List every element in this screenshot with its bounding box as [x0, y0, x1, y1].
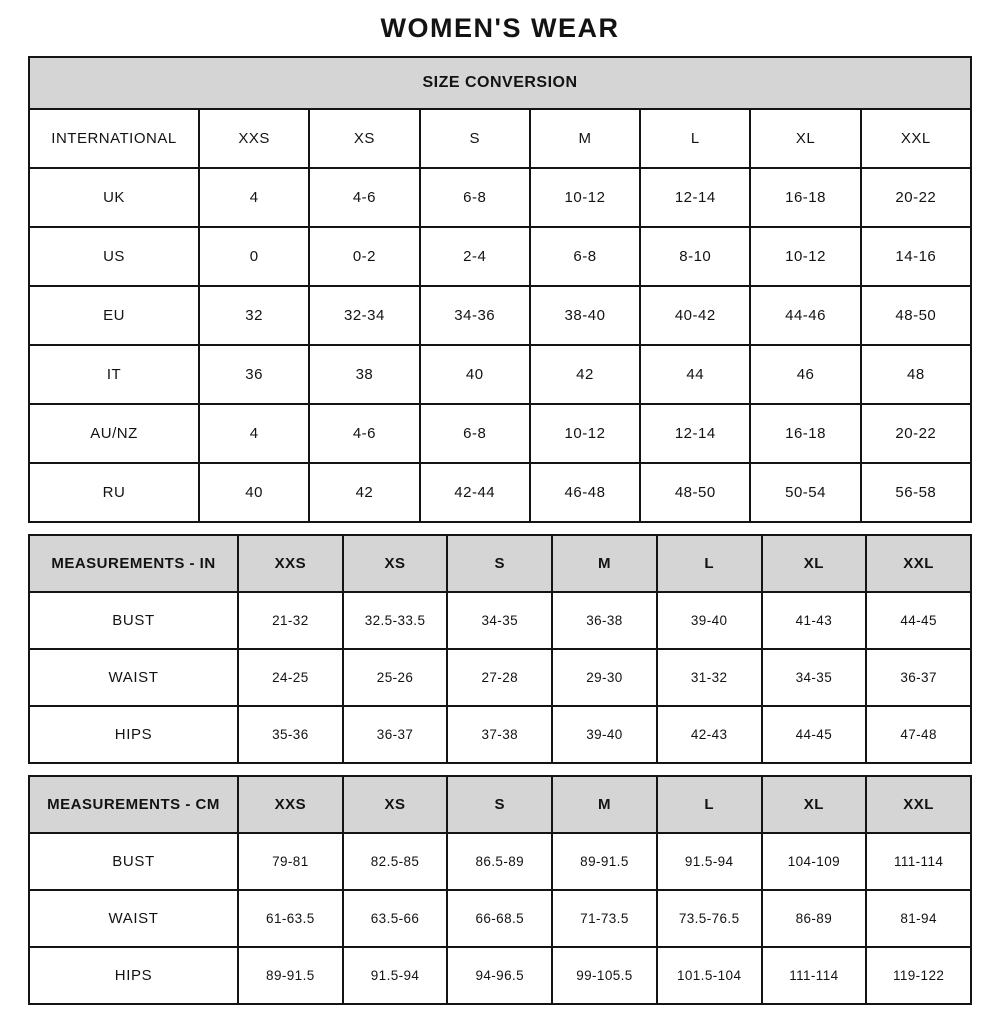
size-value-cell: 42-43: [657, 706, 762, 763]
size-column-header: XL: [762, 535, 867, 592]
row-label: IT: [29, 345, 199, 404]
size-value-cell: 61-63.5: [238, 890, 343, 947]
size-column-header: XXL: [866, 535, 971, 592]
table-banner: SIZE CONVERSION: [29, 57, 971, 109]
size-value-cell: 79-81: [238, 833, 343, 890]
size-value-cell: 56-58: [861, 463, 971, 522]
size-value-cell: 34-35: [447, 592, 552, 649]
size-value-cell: 34-35: [762, 649, 867, 706]
size-header-row: [29, 535, 971, 592]
size-value-cell: 36-38: [552, 592, 657, 649]
size-value-cell: 32-34: [309, 286, 419, 345]
size-column-header: L: [640, 109, 750, 168]
size-value-cell: 34-36: [420, 286, 530, 345]
row-label: BUST: [29, 833, 238, 890]
size-value-cell: 44-45: [762, 706, 867, 763]
table-row: [29, 947, 971, 1004]
size-value-cell: 0-2: [309, 227, 419, 286]
table-row: [29, 404, 971, 463]
size-value-cell: 48: [861, 345, 971, 404]
size-value-cell: 47-48: [866, 706, 971, 763]
row-label: EU: [29, 286, 199, 345]
table-row: [29, 168, 971, 227]
size-value-cell: 38-40: [530, 286, 640, 345]
size-value-cell: 104-109: [762, 833, 867, 890]
size-column-header: XL: [762, 776, 867, 833]
size-column-header: S: [420, 109, 530, 168]
size-value-cell: 25-26: [343, 649, 448, 706]
size-value-cell: 42: [309, 463, 419, 522]
table-row: [29, 833, 971, 890]
size-value-cell: 24-25: [238, 649, 343, 706]
size-column-header: XS: [343, 535, 448, 592]
row-label: HIPS: [29, 706, 238, 763]
size-column-header: XXL: [866, 776, 971, 833]
size-column-header: M: [552, 776, 657, 833]
size-value-cell: 48-50: [861, 286, 971, 345]
size-header-row: [29, 776, 971, 833]
size-value-cell: 42-44: [420, 463, 530, 522]
size-value-cell: 91.5-94: [657, 833, 762, 890]
size-value-cell: 44-45: [866, 592, 971, 649]
size-value-cell: 44: [640, 345, 750, 404]
size-value-cell: 41-43: [762, 592, 867, 649]
row-label: WAIST: [29, 649, 238, 706]
measurements-cm-table: [28, 775, 972, 1005]
size-value-cell: 10-12: [530, 404, 640, 463]
size-value-cell: 101.5-104: [657, 947, 762, 1004]
size-value-cell: 4-6: [309, 404, 419, 463]
size-column-header: XS: [343, 776, 448, 833]
size-column-header: XXS: [238, 776, 343, 833]
table-row: [29, 345, 971, 404]
size-value-cell: 86.5-89: [447, 833, 552, 890]
size-value-cell: 40: [420, 345, 530, 404]
size-column-header: L: [657, 535, 762, 592]
measurements-in-table: [28, 534, 972, 764]
row-label: RU: [29, 463, 199, 522]
size-value-cell: 40-42: [640, 286, 750, 345]
size-value-cell: 21-32: [238, 592, 343, 649]
size-column-header: L: [657, 776, 762, 833]
row-label: WAIST: [29, 890, 238, 947]
size-value-cell: 111-114: [866, 833, 971, 890]
size-value-cell: 0: [199, 227, 309, 286]
size-value-cell: 89-91.5: [552, 833, 657, 890]
corner-header: MEASUREMENTS - CM: [29, 776, 238, 833]
table-row: [29, 649, 971, 706]
size-value-cell: 2-4: [420, 227, 530, 286]
size-value-cell: 63.5-66: [343, 890, 448, 947]
row-label: UK: [29, 168, 199, 227]
size-value-cell: 42: [530, 345, 640, 404]
page-title: WOMEN'S WEAR: [380, 13, 620, 43]
size-value-cell: 4: [199, 404, 309, 463]
size-value-cell: 12-14: [640, 168, 750, 227]
size-value-cell: 39-40: [552, 706, 657, 763]
size-value-cell: 6-8: [420, 168, 530, 227]
size-value-cell: 38: [309, 345, 419, 404]
size-chart-page: [28, 0, 972, 1005]
size-value-cell: 32.5-33.5: [343, 592, 448, 649]
size-column-header: XXS: [238, 535, 343, 592]
size-value-cell: 111-114: [762, 947, 867, 1004]
size-value-cell: 71-73.5: [552, 890, 657, 947]
size-value-cell: 40: [199, 463, 309, 522]
size-value-cell: 37-38: [447, 706, 552, 763]
table-row: [29, 890, 971, 947]
table-row: [29, 463, 971, 522]
size-value-cell: 8-10: [640, 227, 750, 286]
size-value-cell: 66-68.5: [447, 890, 552, 947]
size-value-cell: 16-18: [750, 168, 860, 227]
size-value-cell: 86-89: [762, 890, 867, 947]
size-value-cell: 36-37: [343, 706, 448, 763]
table-row: [29, 227, 971, 286]
row-label: US: [29, 227, 199, 286]
size-value-cell: 36: [199, 345, 309, 404]
size-value-cell: 46-48: [530, 463, 640, 522]
size-value-cell: 91.5-94: [343, 947, 448, 1004]
table-banner-row: [29, 57, 971, 109]
size-column-header: XL: [750, 109, 860, 168]
size-column-header: XS: [309, 109, 419, 168]
table-row: [29, 592, 971, 649]
size-value-cell: 6-8: [530, 227, 640, 286]
size-column-header: M: [552, 535, 657, 592]
size-value-cell: 46: [750, 345, 860, 404]
size-value-cell: 4: [199, 168, 309, 227]
size-value-cell: 36-37: [866, 649, 971, 706]
size-header-row: [29, 109, 971, 168]
size-value-cell: 89-91.5: [238, 947, 343, 1004]
size-value-cell: 31-32: [657, 649, 762, 706]
size-conversion-table: [28, 56, 972, 523]
size-value-cell: 44-46: [750, 286, 860, 345]
size-value-cell: 16-18: [750, 404, 860, 463]
size-column-header: S: [447, 776, 552, 833]
size-column-header: S: [447, 535, 552, 592]
size-value-cell: 50-54: [750, 463, 860, 522]
size-value-cell: 119-122: [866, 947, 971, 1004]
size-value-cell: 73.5-76.5: [657, 890, 762, 947]
size-value-cell: 39-40: [657, 592, 762, 649]
size-value-cell: 4-6: [309, 168, 419, 227]
size-value-cell: 99-105.5: [552, 947, 657, 1004]
size-value-cell: 82.5-85: [343, 833, 448, 890]
row-label: AU/NZ: [29, 404, 199, 463]
size-value-cell: 10-12: [530, 168, 640, 227]
size-column-header: XXS: [199, 109, 309, 168]
row-label: HIPS: [29, 947, 238, 1004]
size-value-cell: 27-28: [447, 649, 552, 706]
row-label: BUST: [29, 592, 238, 649]
size-value-cell: 35-36: [238, 706, 343, 763]
size-column-header: XXL: [861, 109, 971, 168]
size-column-header: M: [530, 109, 640, 168]
size-value-cell: 14-16: [861, 227, 971, 286]
size-value-cell: 20-22: [861, 404, 971, 463]
size-value-cell: 6-8: [420, 404, 530, 463]
size-value-cell: 20-22: [861, 168, 971, 227]
size-value-cell: 32: [199, 286, 309, 345]
size-value-cell: 94-96.5: [447, 947, 552, 1004]
size-value-cell: 10-12: [750, 227, 860, 286]
size-value-cell: 12-14: [640, 404, 750, 463]
table-row: [29, 286, 971, 345]
size-value-cell: 81-94: [866, 890, 971, 947]
corner-header: INTERNATIONAL: [29, 109, 199, 168]
size-value-cell: 48-50: [640, 463, 750, 522]
table-row: [29, 706, 971, 763]
corner-header: MEASUREMENTS - IN: [29, 535, 238, 592]
size-value-cell: 29-30: [552, 649, 657, 706]
